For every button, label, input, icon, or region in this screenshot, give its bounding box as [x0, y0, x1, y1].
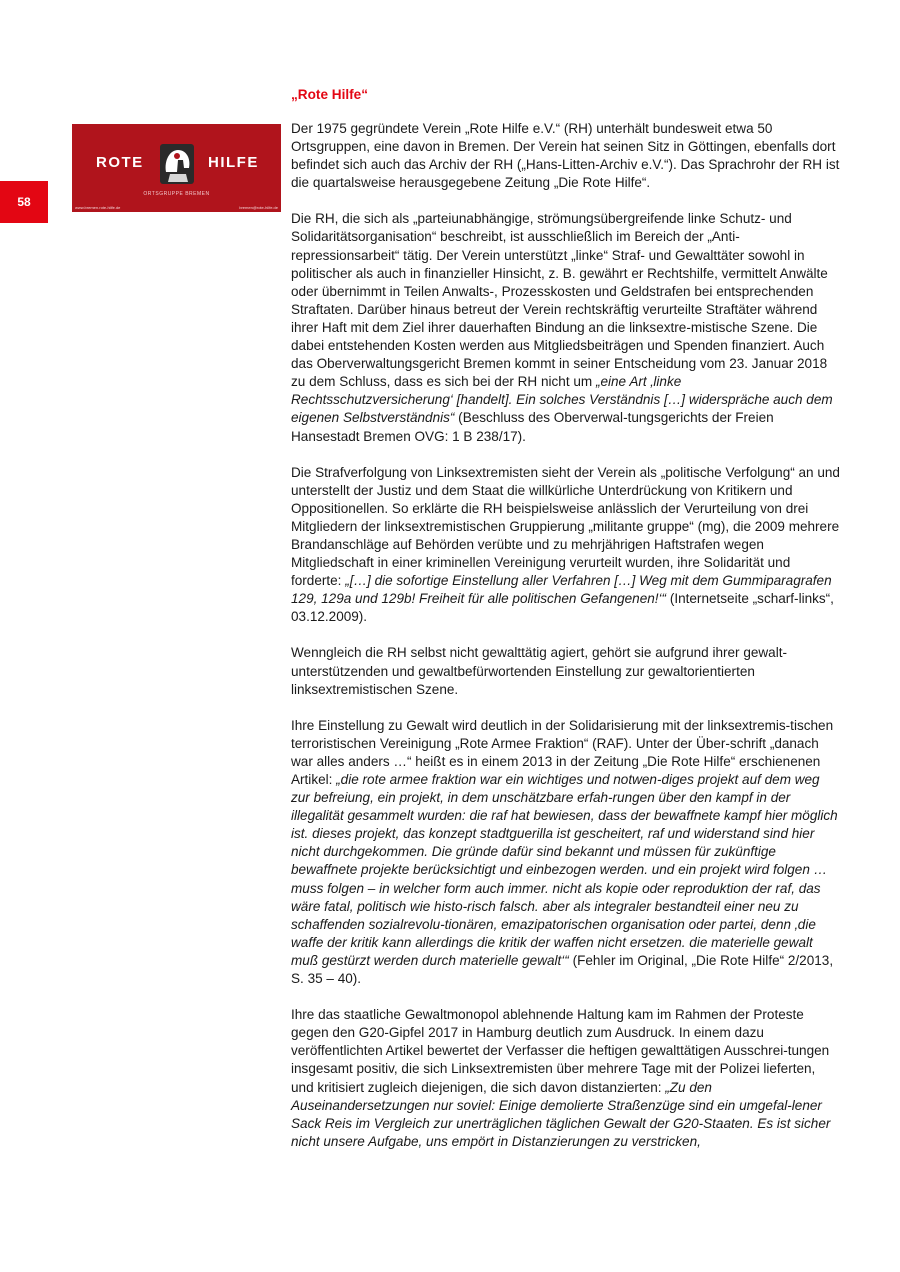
paragraph-4-text: Wenngleich die RH selbst nicht gewalttätig agiert, gehört sie aufgrund ihrer gewalt-unterstützenden und gewaltbefürwortenden Einstellung zur gewaltorientierten linksextremistischen Szene. — [291, 645, 787, 697]
paragraph-3 — [291, 464, 840, 627]
paragraph-4 — [291, 644, 840, 698]
logo-footer-right: bremen@rote-hilfe.de — [239, 205, 278, 210]
paragraph-5-text-b: (Fehler im Original, „Die Rote Hilfe“ 2/2013, S. 35 – 40). — [291, 952, 834, 987]
raised-fist-icon — [148, 138, 206, 190]
paragraph-1 — [291, 120, 840, 192]
paragraph-2-quote: „eine Art ‚linke Rechtsschutzversicherung‘ [handelt]. Ein solches Verständnis […] widerspräche auch dem eigenen Selbstverständnis“ — [291, 374, 833, 426]
logo-footer-left: www.bremen.rote-hilfe.de — [75, 205, 121, 210]
paragraph-3-quote: „[…] die sofortige Einstellung aller Verfahren […] Weg mit dem Gummiparagrafen 129, 129a und 129b! Freiheit für alle politischen Gefangenen!‘“ — [291, 573, 832, 607]
paragraph-2-text-a: Die RH, die sich als „parteiunabhängige, strömungsübergreifende linke Schutz- und Solidaritätsorganisation“ beschreibt, ist ausschließlich im Bereich der „Anti-repressionsarbeit“ tätig. Der Verein unterstützt „linke“ Straf- und Gewalttäter sowohl in politischer als auch in finanzieller Hinsicht, z. B. gewährt er Rechtshilfe, vermittelt Anwälte oder übernimmt in Teilen Anwalts-, Prozesskosten und Geldstrafen bei entsprechenden Straftaten. Darüber hinaus betreut der Verein rechtskräftig verurteilte Straftäter während ihrer Haft mit dem Ziel ihrer dauerhaften Bindung an die linksextre-mistische Szene. Die dabei entstehenden Kosten werden aus Mitgliedsbeiträgen und Spenden finanziert. Auch das Oberverwaltungsgericht Bremen kommt in seiner Entscheidung vom 23. Januar 2018 zu dem Schluss, dass es sich bei der RH nicht um — [291, 211, 828, 390]
paragraph-2-text-b: (Beschluss des Oberverwal-tungsgerichts der Freien Hansestadt Bremen OVG: 1 B 238/17). — [291, 410, 774, 444]
section-heading: „Rote Hilfe“ — [291, 87, 369, 102]
page-number: 58 — [17, 195, 31, 209]
paragraph-6 — [291, 1006, 840, 1151]
paragraph-3-text-a: Die Strafverfolgung von Linksextremisten sieht der Verein als „politische Verfolgung“ an und unterstellt der Justiz und dem Staat die willkürliche Unterdrückung von Kritikern und Oppositionellen. So erklärte die RH beispielsweise anlässlich der Verurteilung von drei Mitgliedern der linksextremistischen Gruppierung „militante gruppe“ (mg), die 2009 mehrere Brandanschläge auf Behörden verübte und zu mehrjährigen Haftstrafen wegen Mitgliedschaft in einer kriminellen Vereinigung verurteilt wurden, ihre Solidarität und forderte: — [291, 464, 840, 589]
logo-word-left: ROTE — [96, 154, 144, 171]
paragraph-2 — [291, 210, 840, 445]
rote-hilfe-logo — [72, 124, 281, 212]
paragraph-6-quote: „Zu den Auseinandersetzungen nur soviel: Einige demolierte Straßenzüge sind ein umgefal-lener Sack Reis im Vergleich zur unerträglichen täglichen Gewalt der G20-Staaten. Es ist sicher nicht unsere Aufgabe, uns empört in Distanzierungen zu verstricken, — [291, 1079, 831, 1149]
paragraph-5-quote: „die rote armee fraktion war ein wichtiges und notwen-diges projekt auf dem weg zur befreiung, ein projekt, in dem unschätzbare erfah-rungen über den kampf in der illegalität gesammelt wurden: die raf hat bewiesen, dass der bewaffnete kampf hier möglich ist. dieses projekt, das konzept stadtguerilla ist gescheitert, raf und widerstand sind hier nicht durchgekommen. Die gründe dafür sind bekannt und müssen für zukünftige bewaffnete projekte berücksichtigt und einbezogen werden. und ein projekt wird folgen … muss folgen – in welcher form auch immer. nicht als kopie oder reproduktion der raf, das wäre fatal, politisch wie histo-risch falsch. aber als integraler bestandteil einer neu zu schaffenden sozialrevolu-tionären, emazipatorischen organisation oder partei, denn ‚die waffe der kritik kann allerdings die kritik der waffen nicht ersetzen. die materielle gewalt muß gestürzt werden durch materielle gewalt‘“ — [291, 772, 838, 968]
paragraph-3-text-b: (Internetseite „scharf-links“, 03.12.2009). — [291, 591, 834, 625]
paragraph-5-text-a: Ihre Einstellung zu Gewalt wird deutlich in der Solidarisierung mit der linksextremis-tischen terroristischen Vereinigung „Rote Armee Fraktion“ (RAF). Unter der Über-schrift „danach war alles anders …“ heißt es in einem 2013 in der Zeitung „Die Rote Hilfe“ erschienenen Artikel: — [291, 717, 834, 787]
main-content — [291, 86, 840, 1169]
paragraph-6-text-a: Ihre das staatliche Gewaltmonopol ablehnende Haltung kam im Rahmen der Proteste gegen den G20-Gipfel 2017 in Hamburg deutlich zum Ausdruck. In einem dazu veröffentlichten Artikel bewertet der Verfasser die heftigen gewalttätigen Ausschrei-tungen insgesamt positiv, die sich Linksextremisten über mehrere Tage mit der Polizei lieferten, und kritisiert zugleich diejenigen, die sich davon distanzierten: — [291, 1007, 830, 1095]
paragraph-1-text: Der 1975 gegründete Verein „Rote Hilfe e.V.“ (RH) unterhält bundesweit etwa 50 Ortsgruppen, eine davon in Bremen. Der Verein hat seinen Sitz in Göttingen, ebenfalls dort befindet sich auch das Archiv der RH („Hans-Litten-Archiv e.V.“). Das Sprachrohr der RH ist die quartalsweise herausgegebene Zeitung „Die Rote Hilfe“. — [291, 121, 840, 191]
logo-word-right: HILFE — [208, 154, 259, 171]
paragraph-5 — [291, 717, 840, 988]
logo-subtitle: ORTSGRUPPE BREMEN — [143, 191, 210, 197]
page-number-tab — [0, 181, 48, 223]
